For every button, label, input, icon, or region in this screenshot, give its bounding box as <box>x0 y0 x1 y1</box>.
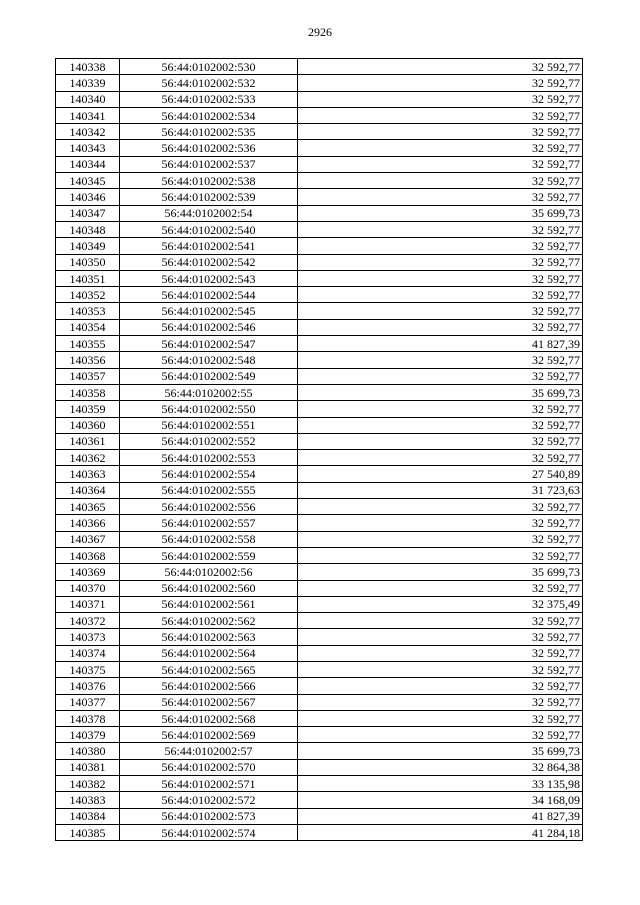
cadastral-number-cell: 56:44:0102002:560 <box>120 580 298 596</box>
value-cell: 32 592,77 <box>298 629 583 645</box>
cadastral-number-cell: 56:44:0102002:564 <box>120 645 298 661</box>
row-number-cell: 140365 <box>56 499 120 515</box>
cadastral-number-cell: 56:44:0102002:55 <box>120 384 298 400</box>
row-number-cell: 140380 <box>56 743 120 759</box>
table-row <box>56 156 583 172</box>
value-cell: 32 592,77 <box>298 238 583 254</box>
table-row <box>56 629 583 645</box>
row-number-cell: 140354 <box>56 319 120 335</box>
value-cell: 32 592,77 <box>298 140 583 156</box>
cadastral-number-cell: 56:44:0102002:542 <box>120 254 298 270</box>
cadastral-number-cell: 56:44:0102002:563 <box>120 629 298 645</box>
cadastral-number-cell: 56:44:0102002:534 <box>120 107 298 123</box>
row-number-cell: 140360 <box>56 417 120 433</box>
row-number-cell: 140371 <box>56 596 120 612</box>
cadastral-number-cell: 56:44:0102002:574 <box>120 824 298 840</box>
table-row <box>56 661 583 677</box>
table-row <box>56 75 583 91</box>
value-cell: 33 135,98 <box>298 776 583 792</box>
cadastral-number-cell: 56:44:0102002:54 <box>120 205 298 221</box>
row-number-cell: 140342 <box>56 124 120 140</box>
table-row <box>56 270 583 286</box>
row-number-cell: 140375 <box>56 661 120 677</box>
row-number-cell: 140372 <box>56 613 120 629</box>
table-row <box>56 759 583 775</box>
cadastral-number-cell: 56:44:0102002:556 <box>120 499 298 515</box>
row-number-cell: 140340 <box>56 91 120 107</box>
cadastral-number-cell: 56:44:0102002:572 <box>120 792 298 808</box>
cadastral-number-cell: 56:44:0102002:569 <box>120 727 298 743</box>
cadastral-number-cell: 56:44:0102002:547 <box>120 336 298 352</box>
row-number-cell: 140341 <box>56 107 120 123</box>
cadastral-number-cell: 56:44:0102002:561 <box>120 596 298 612</box>
table-row <box>56 824 583 840</box>
table-row <box>56 384 583 400</box>
value-cell: 32 592,77 <box>298 189 583 205</box>
table-row <box>56 303 583 319</box>
value-cell: 32 592,77 <box>298 678 583 694</box>
cadastral-value-table <box>55 58 583 841</box>
cadastral-number-cell: 56:44:0102002:553 <box>120 450 298 466</box>
table-row <box>56 564 583 580</box>
cadastral-number-cell: 56:44:0102002:554 <box>120 466 298 482</box>
cadastral-number-cell: 56:44:0102002:539 <box>120 189 298 205</box>
value-cell: 32 592,77 <box>298 221 583 237</box>
table-row <box>56 776 583 792</box>
table-row <box>56 531 583 547</box>
value-cell: 32 592,77 <box>298 450 583 466</box>
value-cell: 32 592,77 <box>298 303 583 319</box>
cadastral-number-cell: 56:44:0102002:566 <box>120 678 298 694</box>
value-cell: 32 592,77 <box>298 319 583 335</box>
table-row <box>56 743 583 759</box>
table-row <box>56 433 583 449</box>
cadastral-number-cell: 56:44:0102002:538 <box>120 173 298 189</box>
table-row <box>56 336 583 352</box>
cadastral-number-cell: 56:44:0102002:540 <box>120 221 298 237</box>
table-row <box>56 710 583 726</box>
value-cell: 32 592,77 <box>298 59 583 75</box>
row-number-cell: 140378 <box>56 710 120 726</box>
row-number-cell: 140381 <box>56 759 120 775</box>
value-cell: 32 592,77 <box>298 401 583 417</box>
table-row <box>56 466 583 482</box>
value-cell: 41 827,39 <box>298 336 583 352</box>
row-number-cell: 140349 <box>56 238 120 254</box>
row-number-cell: 140370 <box>56 580 120 596</box>
value-cell: 32 592,77 <box>298 433 583 449</box>
row-number-cell: 140351 <box>56 270 120 286</box>
cadastral-number-cell: 56:44:0102002:543 <box>120 270 298 286</box>
table-row <box>56 613 583 629</box>
row-number-cell: 140377 <box>56 694 120 710</box>
row-number-cell: 140383 <box>56 792 120 808</box>
table-row <box>56 254 583 270</box>
cadastral-number-cell: 56:44:0102002:555 <box>120 482 298 498</box>
table-row <box>56 596 583 612</box>
table-row <box>56 401 583 417</box>
cadastral-number-cell: 56:44:0102002:573 <box>120 808 298 824</box>
table-row <box>56 124 583 140</box>
cadastral-number-cell: 56:44:0102002:545 <box>120 303 298 319</box>
cadastral-number-cell: 56:44:0102002:532 <box>120 75 298 91</box>
cadastral-number-cell: 56:44:0102002:548 <box>120 352 298 368</box>
cadastral-number-cell: 56:44:0102002:56 <box>120 564 298 580</box>
cadastral-number-cell: 56:44:0102002:552 <box>120 433 298 449</box>
row-number-cell: 140359 <box>56 401 120 417</box>
cadastral-number-cell: 56:44:0102002:544 <box>120 287 298 303</box>
value-cell: 32 592,77 <box>298 156 583 172</box>
value-cell: 32 592,77 <box>298 75 583 91</box>
row-number-cell: 140373 <box>56 629 120 645</box>
value-cell: 32 592,77 <box>298 107 583 123</box>
table-row <box>56 808 583 824</box>
row-number-cell: 140358 <box>56 384 120 400</box>
value-cell: 32 592,77 <box>298 645 583 661</box>
table-row <box>56 287 583 303</box>
row-number-cell: 140348 <box>56 221 120 237</box>
cadastral-number-cell: 56:44:0102002:559 <box>120 547 298 563</box>
value-cell: 32 592,77 <box>298 661 583 677</box>
value-cell: 35 699,73 <box>298 564 583 580</box>
row-number-cell: 140363 <box>56 466 120 482</box>
table-row <box>56 352 583 368</box>
cadastral-number-cell: 56:44:0102002:536 <box>120 140 298 156</box>
table-row <box>56 694 583 710</box>
value-cell: 32 592,77 <box>298 124 583 140</box>
row-number-cell: 140350 <box>56 254 120 270</box>
cadastral-number-cell: 56:44:0102002:549 <box>120 368 298 384</box>
table-row <box>56 547 583 563</box>
table-row <box>56 515 583 531</box>
cadastral-number-cell: 56:44:0102002:570 <box>120 759 298 775</box>
value-cell: 32 375,49 <box>298 596 583 612</box>
row-number-cell: 140353 <box>56 303 120 319</box>
row-number-cell: 140344 <box>56 156 120 172</box>
table-row <box>56 107 583 123</box>
value-cell: 32 592,77 <box>298 613 583 629</box>
table-row <box>56 727 583 743</box>
cadastral-number-cell: 56:44:0102002:567 <box>120 694 298 710</box>
value-cell: 35 699,73 <box>298 384 583 400</box>
cadastral-number-cell: 56:44:0102002:535 <box>120 124 298 140</box>
value-cell: 32 592,77 <box>298 531 583 547</box>
row-number-cell: 140339 <box>56 75 120 91</box>
table-body <box>56 59 583 841</box>
table-row <box>56 450 583 466</box>
cadastral-number-cell: 56:44:0102002:546 <box>120 319 298 335</box>
row-number-cell: 140357 <box>56 368 120 384</box>
value-cell: 31 723,63 <box>298 482 583 498</box>
value-cell: 32 864,38 <box>298 759 583 775</box>
row-number-cell: 140347 <box>56 205 120 221</box>
value-cell: 32 592,77 <box>298 287 583 303</box>
cadastral-number-cell: 56:44:0102002:557 <box>120 515 298 531</box>
table-row <box>56 482 583 498</box>
value-cell: 32 592,77 <box>298 173 583 189</box>
row-number-cell: 140376 <box>56 678 120 694</box>
value-cell: 32 592,77 <box>298 270 583 286</box>
cadastral-number-cell: 56:44:0102002:568 <box>120 710 298 726</box>
row-number-cell: 140384 <box>56 808 120 824</box>
cadastral-number-cell: 56:44:0102002:551 <box>120 417 298 433</box>
cadastral-number-cell: 56:44:0102002:541 <box>120 238 298 254</box>
table-row <box>56 189 583 205</box>
cadastral-number-cell: 56:44:0102002:550 <box>120 401 298 417</box>
row-number-cell: 140374 <box>56 645 120 661</box>
value-cell: 32 592,77 <box>298 727 583 743</box>
value-cell: 34 168,09 <box>298 792 583 808</box>
table-row <box>56 678 583 694</box>
value-cell: 32 592,77 <box>298 417 583 433</box>
row-number-cell: 140362 <box>56 450 120 466</box>
value-cell: 32 592,77 <box>298 710 583 726</box>
table-row <box>56 499 583 515</box>
cadastral-number-cell: 56:44:0102002:558 <box>120 531 298 547</box>
table-row <box>56 238 583 254</box>
row-number-cell: 140385 <box>56 824 120 840</box>
row-number-cell: 140364 <box>56 482 120 498</box>
row-number-cell: 140355 <box>56 336 120 352</box>
value-cell: 35 699,73 <box>298 743 583 759</box>
cadastral-number-cell: 56:44:0102002:571 <box>120 776 298 792</box>
row-number-cell: 140346 <box>56 189 120 205</box>
row-number-cell: 140382 <box>56 776 120 792</box>
table-row <box>56 368 583 384</box>
table-row <box>56 792 583 808</box>
row-number-cell: 140352 <box>56 287 120 303</box>
table-row <box>56 205 583 221</box>
table-row <box>56 580 583 596</box>
value-cell: 32 592,77 <box>298 368 583 384</box>
table-row <box>56 59 583 75</box>
cadastral-number-cell: 56:44:0102002:562 <box>120 613 298 629</box>
value-cell: 32 592,77 <box>298 352 583 368</box>
table-row <box>56 173 583 189</box>
value-cell: 35 699,73 <box>298 205 583 221</box>
value-cell: 41 827,39 <box>298 808 583 824</box>
row-number-cell: 140343 <box>56 140 120 156</box>
value-cell: 32 592,77 <box>298 547 583 563</box>
cadastral-number-cell: 56:44:0102002:537 <box>120 156 298 172</box>
table-row <box>56 645 583 661</box>
table-row <box>56 417 583 433</box>
row-number-cell: 140368 <box>56 547 120 563</box>
table-row <box>56 140 583 156</box>
page-number: 2926 <box>308 25 332 39</box>
cadastral-number-cell: 56:44:0102002:530 <box>120 59 298 75</box>
row-number-cell: 140366 <box>56 515 120 531</box>
value-cell: 32 592,77 <box>298 515 583 531</box>
value-cell: 32 592,77 <box>298 580 583 596</box>
cadastral-number-cell: 56:44:0102002:565 <box>120 661 298 677</box>
value-cell: 32 592,77 <box>298 499 583 515</box>
value-cell: 32 592,77 <box>298 694 583 710</box>
table-row <box>56 91 583 107</box>
row-number-cell: 140379 <box>56 727 120 743</box>
row-number-cell: 140338 <box>56 59 120 75</box>
row-number-cell: 140345 <box>56 173 120 189</box>
row-number-cell: 140356 <box>56 352 120 368</box>
value-cell: 27 540,89 <box>298 466 583 482</box>
row-number-cell: 140369 <box>56 564 120 580</box>
value-cell: 32 592,77 <box>298 254 583 270</box>
row-number-cell: 140361 <box>56 433 120 449</box>
value-cell: 32 592,77 <box>298 91 583 107</box>
table-row <box>56 221 583 237</box>
table-row <box>56 319 583 335</box>
row-number-cell: 140367 <box>56 531 120 547</box>
cadastral-number-cell: 56:44:0102002:533 <box>120 91 298 107</box>
cadastral-number-cell: 56:44:0102002:57 <box>120 743 298 759</box>
value-cell: 41 284,18 <box>298 824 583 840</box>
